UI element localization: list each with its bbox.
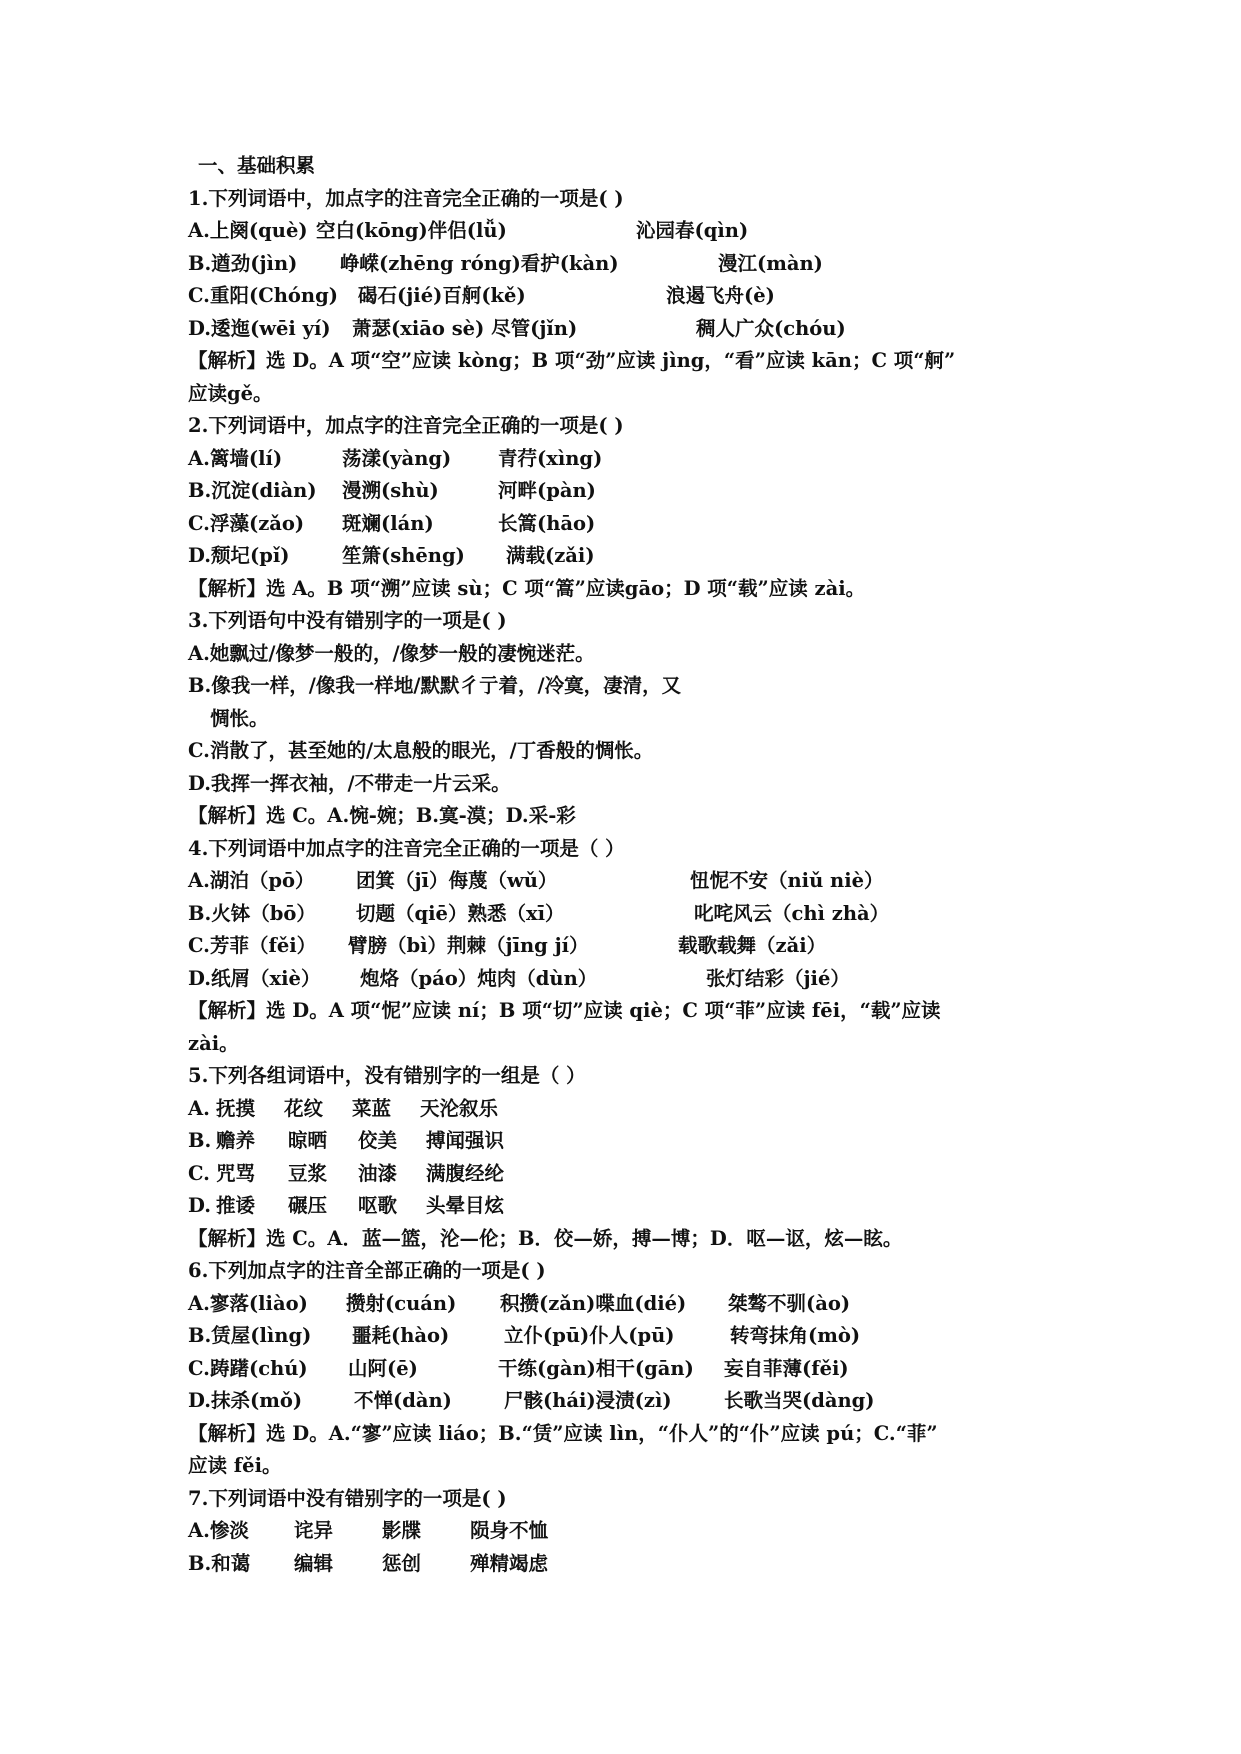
option-cell: 团箕（jī）侮蔑（wǔ） [356, 869, 558, 892]
option-cell: 浪遏飞舟(è) [666, 284, 775, 307]
option-cell: 满腹经纶 [426, 1161, 505, 1185]
option-cell: 萧瑟(xiāo sè) 尽管(jǐn) [352, 316, 578, 340]
option-cell: 山阿(ē) [348, 1356, 418, 1380]
option-row [188, 540, 1068, 573]
document-page [188, 150, 1068, 1580]
option-cell: 天沦叙乐 [420, 1096, 499, 1120]
option-row [188, 248, 1068, 281]
option-text: A.她飘过/像梦一般的，/像梦一般的凄惋迷茫。 [188, 641, 595, 665]
option-cell: 长篙(hāo) [498, 511, 596, 535]
option-cell: D. [188, 1194, 212, 1217]
option-cell: 积攒(zǎn)喋血(dié) [500, 1291, 687, 1315]
option-cell: 豆浆 [288, 1161, 328, 1185]
option-cell: 空白(kōng)伴侣(lǚ) [316, 219, 507, 242]
question-stem: 6.下列加点字的注音全部正确的一项是( ) [188, 1259, 546, 1282]
option-cell: B.赁屋(lìng) [188, 1324, 312, 1347]
option-row [188, 898, 1068, 931]
option-row [188, 1093, 1068, 1126]
option-row [188, 1385, 1068, 1418]
option-cell: 陨身不恤 [470, 1519, 549, 1542]
option-row [188, 1288, 1068, 1321]
option-cell: 佼美 [358, 1129, 398, 1152]
option-cell: 张灯结彩（jié） [706, 966, 850, 990]
option-cell: B.和蔼 [188, 1551, 251, 1575]
option-cell: 满载(zǎi) [506, 544, 595, 567]
option-cell: C.浮藻(zǎo) [188, 511, 305, 535]
section-title: 一、基础积累 [198, 154, 316, 177]
option-cell: 河畔(pàn) [498, 479, 596, 502]
option-cell: 噩耗(hào) [352, 1324, 450, 1347]
option-cell: 臂膀（bì）荆棘（jīng jí） [348, 934, 589, 957]
option-cell: 诧异 [294, 1519, 334, 1542]
analysis-text: 【解析】选 C。A.惋-婉；B.寞-漠；D.采-彩 [188, 804, 576, 827]
option-row [188, 865, 1068, 898]
option-cell: 呕歌 [358, 1194, 398, 1217]
option-cell: 切题（qiē）熟悉（xī） [356, 901, 565, 925]
question-stem: 7.下列词语中没有错别字的一项是( ) [188, 1486, 507, 1510]
option-row [188, 1515, 1068, 1548]
option-cell: 斑斓(lán) [342, 511, 434, 535]
option-cell: 菜蓝 [352, 1096, 392, 1120]
analysis-text: 应读gě。 [188, 381, 273, 405]
option-cell: B.遒劲(jìn) [188, 251, 298, 275]
option-cell: 尸骸(hái)浸渍(zì) [504, 1389, 672, 1412]
option-cell: 沁园春(qìn) [636, 219, 749, 242]
option-cell: 载歌载舞（zǎi） [678, 934, 827, 957]
option-cell: D.抹杀(mǒ) [188, 1389, 303, 1412]
option-cell: 叱咤风云（chì zhà） [694, 901, 890, 925]
option-row [188, 443, 1068, 476]
option-cell: C. [188, 1161, 210, 1185]
option-cell: A.篱墙(lí) [188, 446, 283, 470]
option-cell: 头晕目炫 [426, 1194, 505, 1217]
option-cell: 漫溯(shù) [342, 479, 439, 502]
option-cell: 影牒 [382, 1519, 422, 1542]
option-cell: D.颓圮(pǐ) [188, 544, 290, 567]
option-row [188, 1320, 1068, 1353]
option-cell: 笙箫(shēng) [342, 544, 465, 567]
option-row [188, 313, 1068, 346]
analysis-text: 应读 fěi。 [188, 1454, 282, 1477]
option-row [188, 280, 1068, 313]
option-cell: A.寥落(liào) [188, 1291, 308, 1315]
option-row [188, 1158, 1068, 1191]
option-cell: 峥嵘(zhēng róng)看护(kàn) [340, 251, 619, 275]
option-cell: A. [188, 1096, 210, 1120]
option-cell: 漫江(màn) [718, 251, 823, 275]
question-stem: 1.下列词语中，加点字的注音完全正确的一项是( ) [188, 186, 624, 210]
analysis-text: 【解析】选 D。A.“寥”应读 liáo；B.“赁”应读 lìn，“仆人”的“仆”应读 pú；C.“菲” [188, 1421, 938, 1445]
option-cell: 桀骜不驯(ào) [728, 1291, 851, 1315]
option-cell: 妄自菲薄(fěi) [724, 1356, 849, 1380]
option-cell: A.上阕(què) [188, 219, 308, 242]
option-row [188, 1548, 1068, 1581]
analysis-text: zài。 [188, 1031, 239, 1055]
option-cell: 干练(gàn)相干(gān) [498, 1356, 694, 1380]
option-cell: A.惨淡 [188, 1519, 249, 1542]
option-cell: C.芳菲（fěi） [188, 934, 317, 957]
option-cell: 转弯抹角(mò) [730, 1324, 861, 1347]
analysis-text: 【解析】选 D。A 项“怩”应读 ní；B 项“切”应读 qiè；C 项“菲”应读 fēi，“载”应读 [188, 999, 941, 1022]
option-cell: 编辑 [294, 1551, 334, 1575]
option-cell: D.逶迤(wēi yí) [188, 316, 331, 340]
option-cell: 花纹 [284, 1096, 324, 1120]
option-cell: 攒射(cuán) [346, 1291, 457, 1315]
option-row [188, 930, 1068, 963]
option-cell: 抚摸 [216, 1096, 256, 1120]
option-cell: 不惮(dàn) [354, 1389, 452, 1412]
option-row [188, 1190, 1068, 1223]
option-cell: 稠人广众(chóu) [696, 316, 846, 340]
option-cell: B. [188, 1129, 212, 1152]
option-cell: 搏闻强识 [426, 1129, 505, 1152]
analysis-text: 【解析】选 C。A．蓝—篮，沦—伦；B．佼—娇，搏—博；D．呕—讴，炫—眩。 [188, 1226, 903, 1250]
option-row [188, 963, 1068, 996]
option-cell: 推诿 [216, 1194, 256, 1217]
option-cell: 惩创 [382, 1551, 422, 1575]
option-text: 惆怅。 [210, 706, 269, 730]
option-cell: 咒骂 [216, 1161, 256, 1185]
option-cell: 立仆(pū)仆人(pū) [504, 1324, 675, 1347]
option-row [188, 215, 1068, 248]
option-text: C.消散了，甚至她的/太息般的眼光，/丁香般的惆怅。 [188, 739, 654, 762]
option-row [188, 1125, 1068, 1158]
option-row [188, 475, 1068, 508]
option-cell: B.火钵（bō） [188, 901, 316, 925]
option-cell: 青荇(xìng) [498, 446, 603, 470]
option-cell: 晾晒 [288, 1129, 328, 1152]
option-cell: 荡漾(yàng) [342, 446, 452, 470]
analysis-text: 【解析】选 D。A 项“空”应读 kòng；B 项“劲”应读 jìng，“看”应读 kān；C 项“舸” [188, 349, 956, 372]
option-cell: C.重阳(Chóng) [188, 284, 338, 307]
option-cell: 油漆 [358, 1161, 398, 1185]
option-row [188, 508, 1068, 541]
option-cell: A.湖泊（pō） [188, 869, 315, 892]
option-cell: 忸怩不安（niǔ niè） [690, 869, 884, 892]
option-cell: D.纸屑（xiè） [188, 966, 321, 990]
option-cell: 长歌当哭(dàng) [724, 1389, 875, 1412]
question-stem: 4.下列词语中加点字的注音完全正确的一项是（ ） [188, 836, 625, 860]
option-cell: 炮烙（páo）炖肉（dùn） [360, 966, 598, 990]
option-row [188, 1353, 1068, 1386]
question-stem: 5.下列各组词语中，没有错别字的一组是（ ） [188, 1064, 586, 1087]
option-cell: 赡养 [216, 1129, 256, 1152]
option-cell: 殚精竭虑 [470, 1551, 549, 1575]
option-cell: 碾压 [288, 1194, 328, 1217]
option-text: D.我挥一挥衣袖，/不带走一片云采。 [188, 771, 511, 795]
option-cell: C.踌躇(chú) [188, 1356, 308, 1380]
analysis-text: 【解析】选 A。B 项“溯”应读 sù；C 项“篙”应读gāo；D 项“载”应读 zài。 [188, 576, 866, 600]
option-text: B.像我一样，/像我一样地/默默彳亍着，/冷寞，凄清，又 [188, 674, 682, 697]
question-stem: 3.下列语句中没有错别字的一项是( ) [188, 609, 507, 632]
option-cell: 碣石(jié)百舸(kě) [358, 284, 526, 307]
option-cell: B.沉淀(diàn) [188, 479, 317, 502]
question-stem: 2.下列词语中，加点字的注音完全正确的一项是( ) [188, 414, 624, 437]
